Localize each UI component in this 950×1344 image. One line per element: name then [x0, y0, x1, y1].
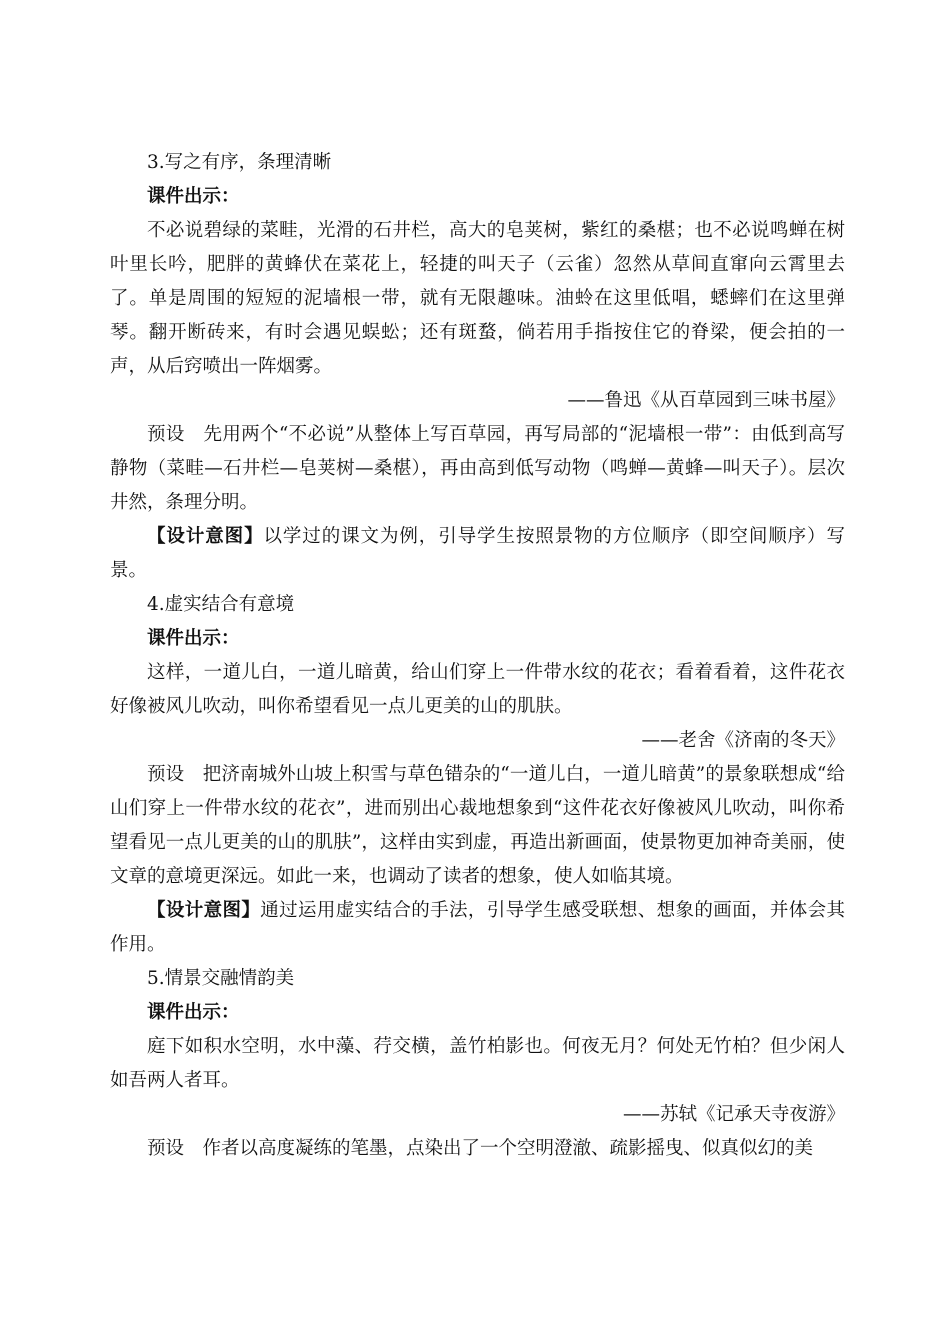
section-3-heading: 3.写之有序，条理清晰	[147, 152, 332, 173]
section-4-preset	[110, 758, 845, 894]
section-3-preset	[110, 418, 845, 520]
section-4-design-intent	[110, 894, 845, 962]
design-intent-tag: 【设计意图】	[147, 900, 261, 921]
preset-text: 先用两个“不必说”从整体上写百草园，再写局部的“泥墙根一带”：由低到高写静物（菜畦—石井栏—皂荚树—桑椹），再由高到低写动物（鸣蝉—黄蜂—叫天子）。层次井然，条理分明。	[110, 424, 845, 513]
section-3-quote: 不必说碧绿的菜畦，光滑的石井栏，高大的皂荚树，紫红的桑椹；也不必说鸣蝉在树叶里长吟，肥胖的黄蜂伏在菜花上，轻捷的叫天子（云雀）忽然从草间直窜向云霄里去了。单是周围的短短的泥墙根一带，就有无限趣味。油蛉在这里低唱，蟋蟀们在这里弹琴。翻开断砖来，有时会遇见蜈蚣；还有斑蝥，倘若用手指按住它的脊梁，便会拍的一声，从后窍喷出一阵烟雾。	[110, 220, 845, 377]
section-4-source: ——老舍《济南的冬天》	[641, 730, 845, 751]
section-4-courseware-label: 课件出示：	[147, 628, 240, 649]
section-5-courseware-label: 课件出示：	[147, 1002, 240, 1023]
design-intent-tag: 【设计意图】	[147, 526, 264, 547]
section-4-heading: 4.虚实结合有意境	[147, 594, 295, 615]
preset-text: 把济南城外山坡上积雪与草色错杂的“一道儿白，一道儿暗黄”的景象联想成“给山们穿上一件带水纹的花衣”，进而别出心裁地想象到“这件花衣好像被风儿吹动，叫你希望看见一点儿更美的山的肌肤”，这样由实到虚，再造出新画面，使景物更加神奇美丽，使文章的意境更深远。如此一来，也调动了读者的想象，使人如临其境。	[110, 764, 845, 887]
section-4-quote: 这样，一道儿白，一道儿暗黄，给山们穿上一件带水纹的花衣；看着看着，这件花衣好像被风儿吹动，叫你希望看见一点儿更美的山的肌肤。	[110, 662, 845, 717]
design-intent-text: 通过运用虚实结合的手法，引导学生感受联想、想象的画面，并体会其作用。	[110, 900, 845, 955]
section-3-design-intent	[110, 520, 845, 588]
document-page	[110, 146, 845, 1166]
section-3-courseware-label: 课件出示：	[147, 186, 240, 207]
section-5-quote: 庭下如积水空明，水中藻、荇交横，盖竹柏影也。何夜无月？何处无竹柏？但少闲人如吾两人者耳。	[110, 1036, 845, 1091]
preset-text: 作者以高度凝练的笔墨，点染出了一个空明澄澈、疏影摇曳、似真似幻的美	[202, 1138, 814, 1159]
section-3-source: ——鲁迅《从百草园到三味书屋》	[567, 390, 845, 411]
section-5-heading: 5.情景交融情韵美	[147, 968, 295, 989]
preset-label: 预设	[147, 424, 185, 445]
section-5-preset	[110, 1132, 845, 1166]
design-intent-text: 以学过的课文为例，引导学生按照景物的方位顺序（即空间顺序）写景。	[110, 526, 845, 581]
preset-label: 预设	[147, 764, 185, 785]
preset-label: 预设	[147, 1138, 185, 1159]
section-5-source: ——苏轼《记承天寺夜游》	[622, 1104, 845, 1125]
